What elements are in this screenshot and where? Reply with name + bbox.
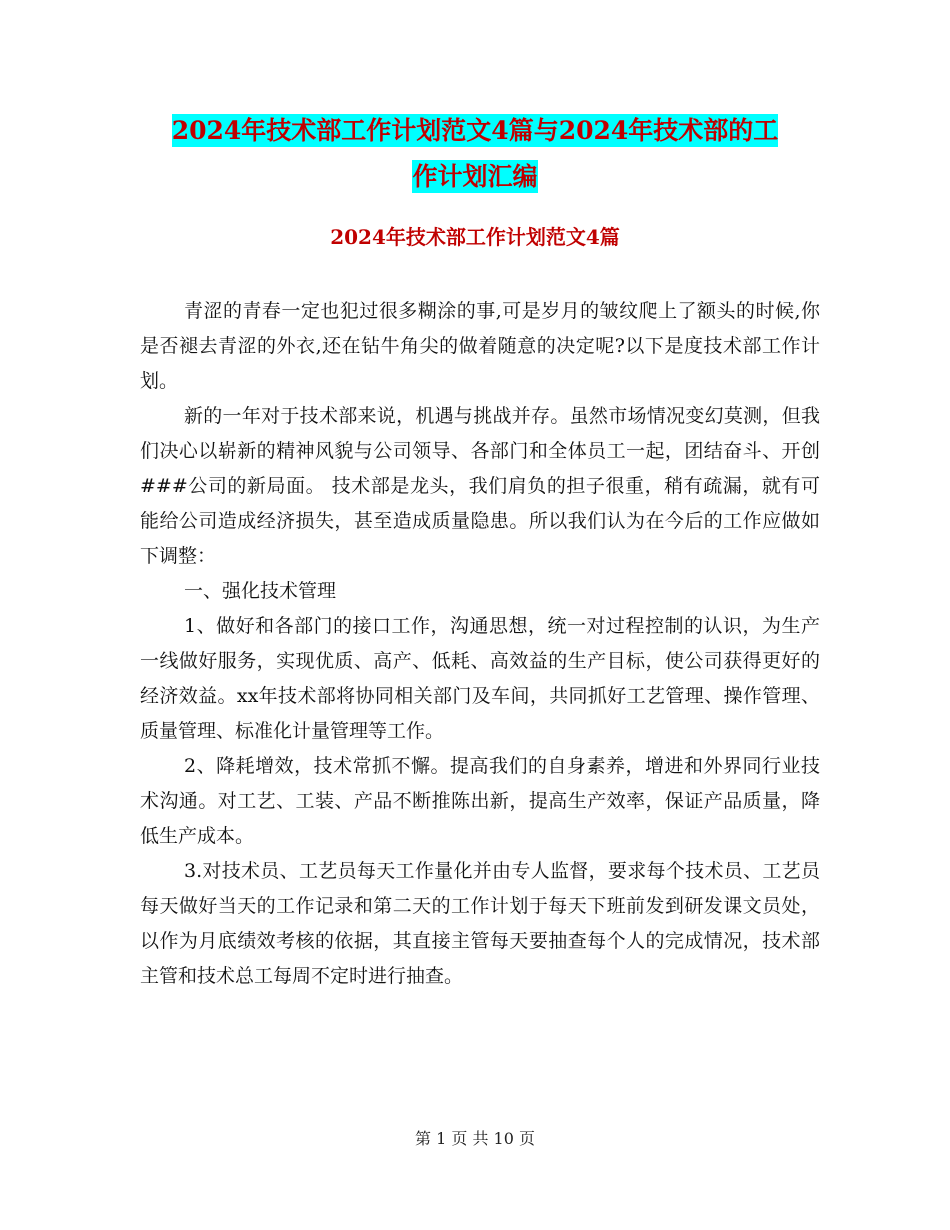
title-line-1: 2024年技术部工作计划范文4篇与2024年技术部的工 [171,116,779,145]
title-line-2: 作计划汇编 [412,162,538,191]
page-footer: 第 1 页 共 10 页 [415,1129,535,1148]
paragraph: 1、做好和各部门的接口工作，沟通思想，统一对过程控制的认识，为生产一线做好服务，实现优质、高产、低耗、高效益的生产目标，使公司获得更好的经济效益。xx年技术部将协同相关部门及车间，共同抓好工艺管理、操作管理、质量管理、标准化计量管理等工作。 [140,615,820,742]
document-title [0,108,950,200]
section-heading: 2024年技术部工作计划范文4篇 [330,225,620,249]
document-body [140,294,820,994]
paragraph: 3.对技术员、工艺员每天工作量化并由专人监督，要求每个技术员、工艺员每天做好当天的工作记录和第二天的工作计划于每天下班前发到研发课文员处，以作为月底绩效考核的依据，其直接主管每天要抽查每个人的完成情况，技术部主管和技术总工每周不定时进行抽查。 [140,860,820,987]
section-item-heading: 一、强化技术管理 [184,580,337,602]
paragraph: 新的一年对于技术部来说，机遇与挑战并存。虽然市场情况变幻莫测，但我们决心以崭新的精神风貌与公司领导、各部门和全体员工一起，团结奋斗、开创###公司的新局面。 技术部是龙头，我们肩负的担子很重，稍有疏漏，就有可能给公司造成经济损失，甚至造成质量隐患。所以我们认为在今后的工作应做如下调整： [140,405,820,567]
paragraph: 2、降耗增效，技术常抓不懈。提高我们的自身素养，增进和外界同行业技术沟通。对工艺、工装、产品不断推陈出新，提高生产效率，保证产品质量，降低生产成本。 [140,755,820,847]
paragraph: 青涩的青春一定也犯过很多糊涂的事,可是岁月的皱纹爬上了额头的时候,你是否褪去青涩的外衣,还在钻牛角尖的做着随意的决定呢?以下是度技术部工作计划。 [140,300,820,392]
